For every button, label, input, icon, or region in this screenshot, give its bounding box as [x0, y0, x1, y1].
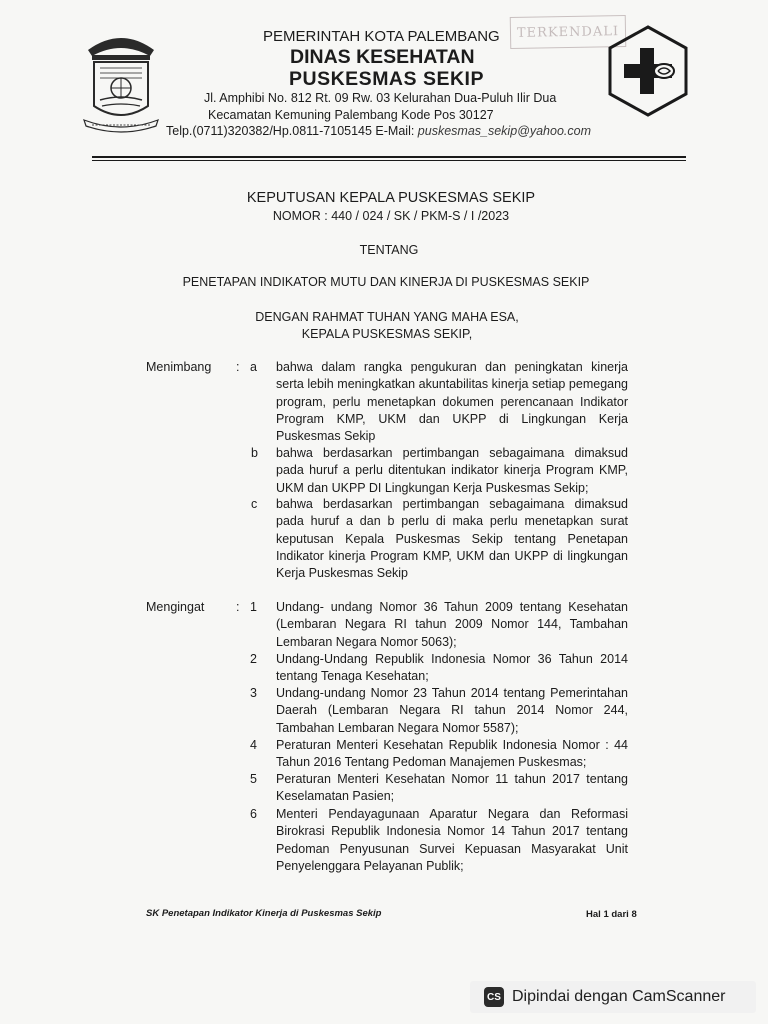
about-heading: TENTANG	[359, 243, 419, 257]
government-name: PEMERINTAH KOTA PALEMBANG	[263, 28, 500, 45]
mengingat-marker-4: 4	[250, 738, 257, 752]
mengingat-item-5: Peraturan Menteri Kesehatan Nomor 11 tahun 2017 tentang Keselamatan Pasien;	[276, 772, 628, 804]
invocation-line-2: KEPALA PUSKESMAS SEKIP,	[301, 327, 473, 341]
mengingat-marker-5: 5	[250, 772, 257, 786]
address-line-2: Kecamatan Kemuning Palembang Kode Pos 30127	[208, 108, 494, 122]
mengingat-item-4: Peraturan Menteri Kesehatan Republik Indonesia Nomor : 44 Tahun 2016 Tentang Pedoman Manajemen Puskesmas;	[276, 738, 628, 770]
menimbang-marker-b: b	[251, 446, 258, 460]
menimbang-marker-a: a	[250, 360, 257, 374]
unit-name: PUSKESMAS SEKIP	[289, 68, 484, 90]
letterhead-rule-thick	[92, 156, 686, 158]
menimbang-item-b: bahwa berdasarkan pertimbangan sebagaimana dimaksud pada huruf a perlu ditentukan indikator kinerja Program KMP, UKM dan UKPP DI Lingkungan Kerja Puskesmas Sekip;	[276, 446, 628, 495]
mengingat-label: Mengingat	[146, 600, 205, 614]
address-line-1: Jl. Amphibi No. 812 Rt. 09 Rw. 03 Kelurahan Dua-Puluh Ilir Dua	[204, 91, 557, 105]
mengingat-colon: :	[236, 600, 240, 614]
camscanner-watermark	[470, 981, 756, 1013]
mengingat-marker-2: 2	[250, 652, 257, 666]
mengingat-marker-1: 1	[250, 600, 257, 614]
controlled-stamp: TERKENDALI	[510, 15, 627, 49]
decree-number: NOMOR : 440 / 024 / SK / PKM-S / I /2023	[272, 209, 510, 223]
mengingat-marker-3: 3	[250, 686, 257, 700]
menimbang-label: Menimbang	[146, 360, 212, 374]
mengingat-item-6: Menteri Pendayagunaan Aparatur Negara dan Reformasi Birokrasi Republik Indonesia Nomor 14 Tahun 2017 tentang Pedoman Penyusunan Survei Kepuasan Masyarakat Unit Penyelenggara Pelayanan Publik;	[276, 807, 628, 873]
palembang-city-emblem-icon	[78, 28, 164, 134]
page-total: 8	[631, 909, 637, 920]
camscanner-icon: CS	[484, 987, 504, 1007]
camscanner-text: Dipindai dengan CamScanner	[512, 988, 726, 1005]
footer-page-number	[586, 909, 637, 920]
menimbang-item-a: bahwa dalam rangka pengukuran dan peningkatan kinerja serta lebih meningkatkan akuntabilitas kinerja setiap pemegang program, perlu menetapkan dokumen perencanaan Indikator Program KMP, UKM dan UKPP di Lingkungan Kerja Puskesmas Sekip	[276, 360, 628, 444]
page-mid: dari	[608, 909, 632, 920]
mengingat-marker-6: 6	[250, 807, 257, 821]
letterhead-rule-thin	[92, 160, 686, 161]
footer-document-name: SK Penetapan Indikator Kinerja di Puskesmas Sekip	[146, 908, 382, 919]
page-prefix: Hal	[586, 909, 604, 920]
mengingat-item-3: Undang-undang Nomor 23 Tahun 2014 tentang Pemerintahan Daerah (Lembaran Negara RI tahun 2014 Nomor 244, Tambahan Lembaran Negara Nomor 5587);	[276, 686, 628, 735]
decree-subject: PENETAPAN INDIKATOR MUTU DAN KINERJA DI PUSKESMAS SEKIP	[182, 275, 590, 289]
contact-line	[166, 124, 768, 138]
phone-text: Telp.(0711)320382/Hp.0811-7105145 E-Mail:	[166, 124, 418, 138]
email-text: puskesmas_sekip@yahoo.com	[417, 124, 591, 138]
menimbang-item-c: bahwa berdasarkan pertimbangan sebagaimana dimaksud pada huruf a dan b perlu di maka perlu menetapkan surat keputusan Kepala Puskesmas Sekip tentang Penetapan Indikator kinerja Program KMP, UKM dan UKPP di lingkungan Kerja Puskesmas Sekip	[276, 497, 628, 581]
menimbang-marker-c: c	[251, 497, 258, 511]
mengingat-item-1: Undang- undang Nomor 36 Tahun 2009 tentang Kesehatan (Lembaran Negara RI tahun 2009 Nomor 144, Tambahan Lembaran Negara Nomor 5063);	[276, 600, 628, 649]
decree-title: KEPUTUSAN KEPALA PUSKESMAS SEKIP	[246, 190, 536, 206]
menimbang-colon: :	[236, 360, 240, 374]
invocation-line-1: DENGAN RAHMAT TUHAN YANG MAHA ESA,	[255, 310, 519, 324]
mengingat-item-2: Undang-Undang Republik Indonesia Nomor 36 Tahun 2014 tentang Tenaga Kesehatan;	[276, 652, 628, 684]
agency-name: DINAS KESEHATAN	[290, 46, 475, 68]
page-current: 1	[603, 909, 609, 920]
